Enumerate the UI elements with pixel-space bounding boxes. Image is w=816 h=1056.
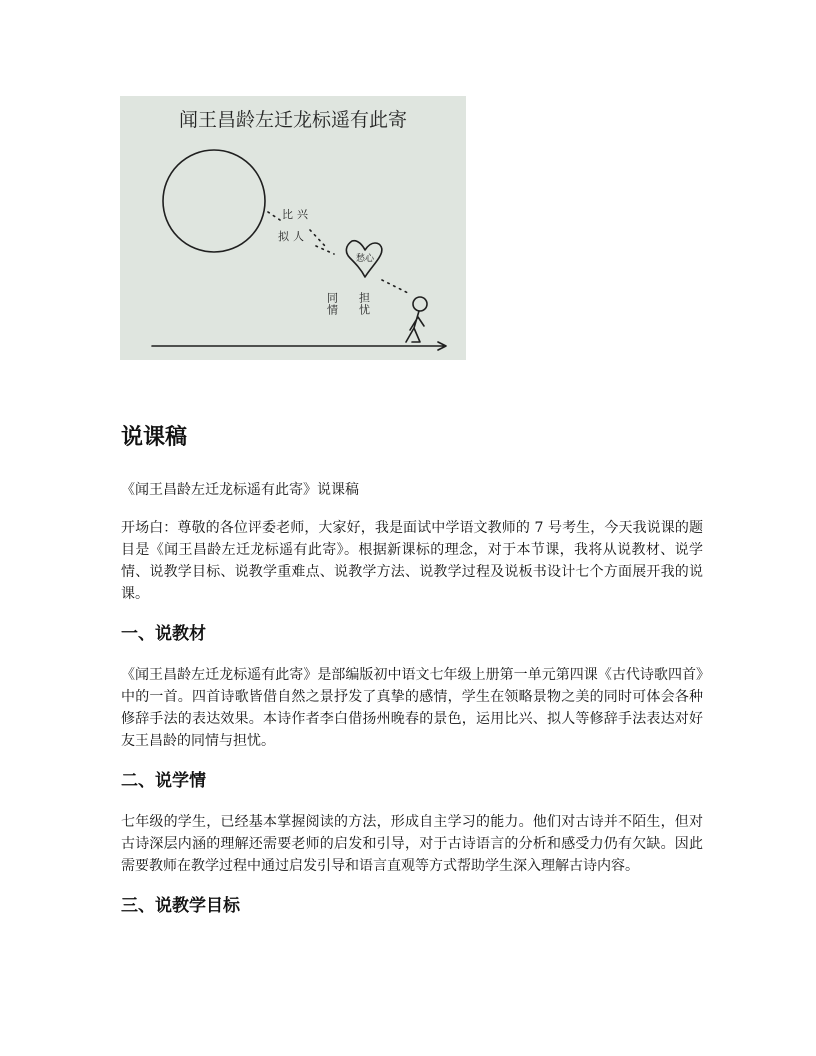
sketch-title: 闻王昌龄左迁龙标遥有此寄 (178, 109, 408, 131)
label-tongqing: 同情 (325, 292, 339, 316)
heart-label: 愁心 (355, 254, 375, 264)
intro-paragraph: 开场白：尊敬的各位评委老师，大家好，我是面试中学语文教师的 7 号考生，今天我说课的题目是《闻王昌龄左迁龙标遥有此寄》。根据新课标的理念，对于本节课，我将从说教材、说学情、说教学目标、说教学重难点、说教学方法、说教学过程及说板书设计七个方面展开我的说课。 (121, 520, 703, 602)
label-danyou: 担忧 (357, 292, 371, 316)
section-body-xueqing: 七年级的学生，已经基本掌握阅读的方法，形成自主学习的能力。他们对古诗并不陌生，但对古诗深层内涵的理解还需要老师的启发和引导，对于古诗语言的分析和感受力仍有欠缺。因此需要教师在教学过程中通过启发引导和语言直观等方式帮助学生深入理解古诗内容。 (121, 814, 703, 874)
document-body (121, 420, 703, 936)
label-niren: 拟人 (278, 230, 308, 243)
moon-circle-icon (163, 150, 265, 252)
doc-title: 说课稿 (121, 425, 188, 450)
section-title-mubiao: 三、说教学目标 (121, 896, 240, 916)
ground-arrow-line (152, 342, 446, 350)
label-bixing: 比兴 (282, 208, 312, 221)
stick-figure-body (406, 311, 424, 342)
section-title-jiaocai: 一、说教材 (121, 624, 206, 644)
section-title-xueqing: 二、说学情 (121, 771, 206, 791)
section-body-jiaocai: 《闻王昌龄左迁龙标遥有此寄》是部编版初中语文七年级上册第一单元第四课《古代诗歌四首》中的一首。四首诗歌皆借自然之景抒发了真挚的感情，学生在领略景物之美的同时可体会各种修辞手法的表达效果。本诗作者李白借扬州晚春的景色，运用比兴、拟人等修辞手法表达对好友王昌龄的同情与担忧。 (121, 667, 703, 749)
dotted-line-2 (382, 280, 410, 294)
sketch-svg (120, 96, 466, 360)
blackboard-sketch-image (120, 96, 466, 360)
doc-subtitle: 《闻王昌龄左迁龙标遥有此寄》说课稿 (121, 482, 359, 498)
stick-figure-head (413, 297, 427, 311)
